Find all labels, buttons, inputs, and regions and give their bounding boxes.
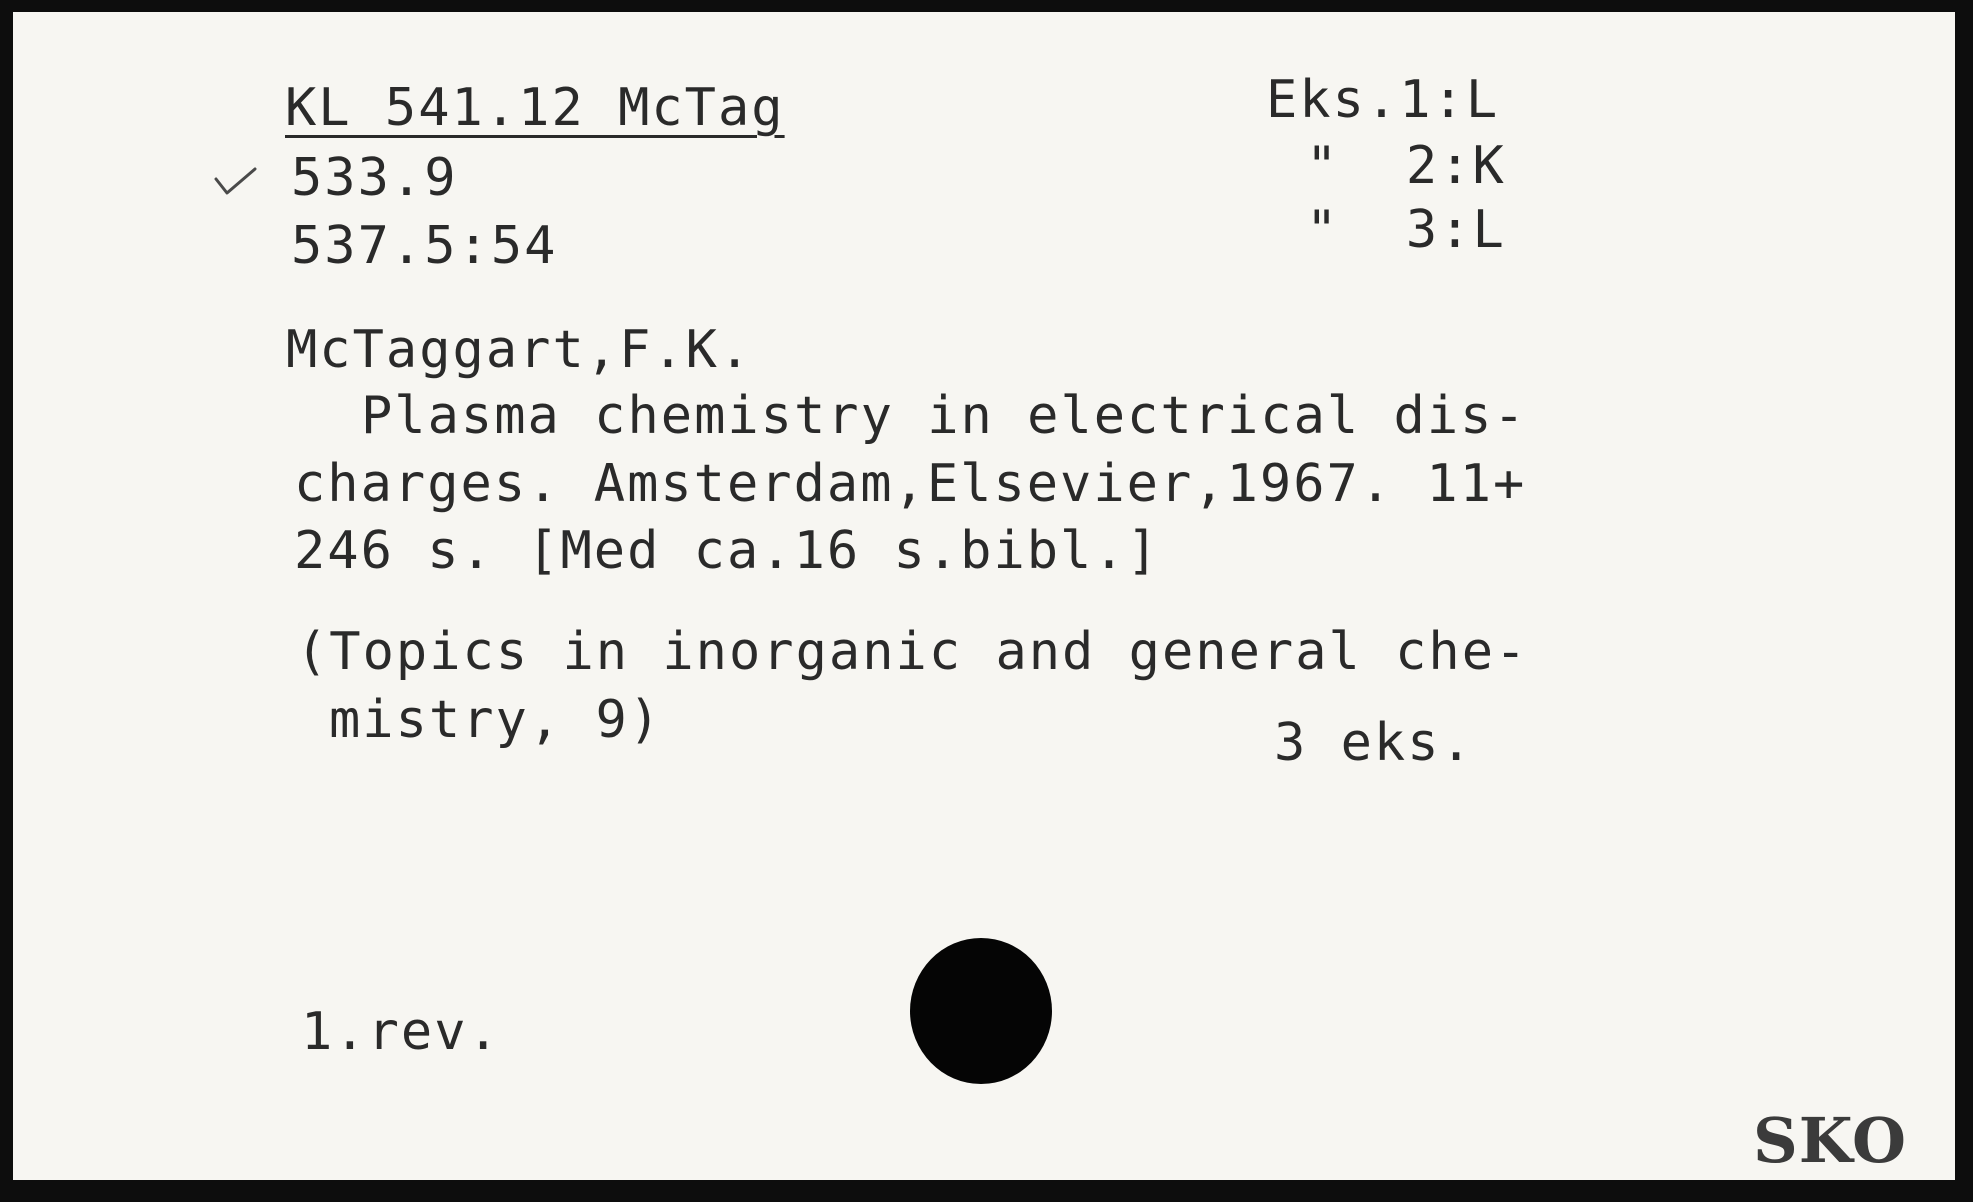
call-number: KL 541.12 McTag (285, 78, 785, 138)
classification-number: 533.9 (291, 148, 458, 208)
library-stamp: SKO (1753, 1104, 1908, 1177)
copy-count: 3 eks. (1274, 713, 1474, 773)
copy-location: Eks.1:L (1266, 70, 1500, 130)
punch-hole (910, 938, 1052, 1084)
description-line: Plasma chemistry in electrical dis- (361, 386, 1527, 446)
classification-number: 537.5:54 (291, 216, 558, 276)
check-mark-icon (213, 165, 259, 197)
revision-note: 1.rev. (301, 1002, 501, 1062)
description-line: charges. Amsterdam,Elsevier,1967. 11+ (294, 454, 1527, 514)
catalog-card (13, 12, 1955, 1180)
description-line: 246 s. [Med ca.16 s.bibl.] (294, 521, 1160, 581)
copy-location: " 3:L (1306, 200, 1506, 260)
series-line: (Topics in inorganic and general che- (296, 622, 1529, 682)
series-line: mistry, 9) (329, 690, 663, 750)
author: McTaggart,F.K. (286, 320, 753, 380)
copy-location: " 2:K (1306, 136, 1506, 196)
